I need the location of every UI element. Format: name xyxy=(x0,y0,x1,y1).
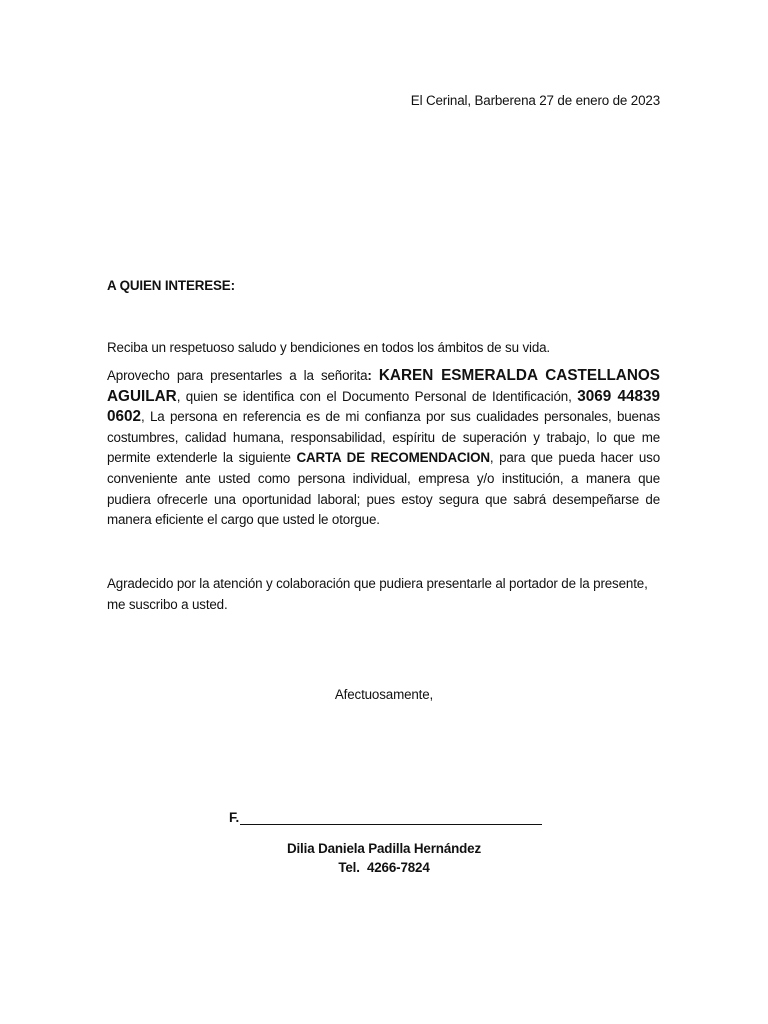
signer-name: Dilia Daniela Padilla Hernández xyxy=(286,841,482,856)
body-colon: : xyxy=(367,368,379,383)
greeting-heading: A QUIEN INTERESE: xyxy=(107,278,235,293)
closing-text: Afectuosamente, xyxy=(334,687,434,702)
signature-rule xyxy=(240,810,542,825)
body-closing-text: , para que pueda hacer uso conveniente ante usted como persona individual, empresa y/o institución, a manera que pudiera ofrecerle una oportunidad laboral; pues estoy segura que sabrá desempeñarse de manera eficiente el cargo que usted le otorgue. xyxy=(107,450,660,528)
date-line: El Cerinal, Barberena 27 de enero de 2023 xyxy=(410,93,660,108)
body-paragraph xyxy=(107,366,660,531)
signer-telephone: Tel. 4266-7824 xyxy=(338,860,430,875)
body-middle-text: , La persona en referencia es de mi confianza por sus cualidades personales, buenas costumbres, calidad humana, responsabilidad, espíritu de superación y trabajo, lo que me permite extenderle la siguiente xyxy=(107,409,660,466)
letter-type: CARTA DE RECOMENDACION xyxy=(296,450,490,466)
body-id-text: , quien se identifica con el Documento Personal de Identificación, xyxy=(176,388,578,404)
id-number: 3069 44839 0602 xyxy=(107,387,660,426)
signature-line xyxy=(229,810,542,825)
signature-prefix: F. xyxy=(229,810,240,825)
thanks-paragraph: Agradecido por la atención y colaboración que pudiera presentarle al portador de la presente, me suscribo a usted. xyxy=(107,576,648,612)
salutation-text: Reciba un respetuoso saludo y bendiciones en todos los ámbitos de su vida. xyxy=(107,340,550,355)
body-intro: Aprovecho para presentarles a la señorita xyxy=(107,368,368,383)
candidate-name: KAREN ESMERALDA CASTELLANOS AGUILAR xyxy=(107,367,660,405)
